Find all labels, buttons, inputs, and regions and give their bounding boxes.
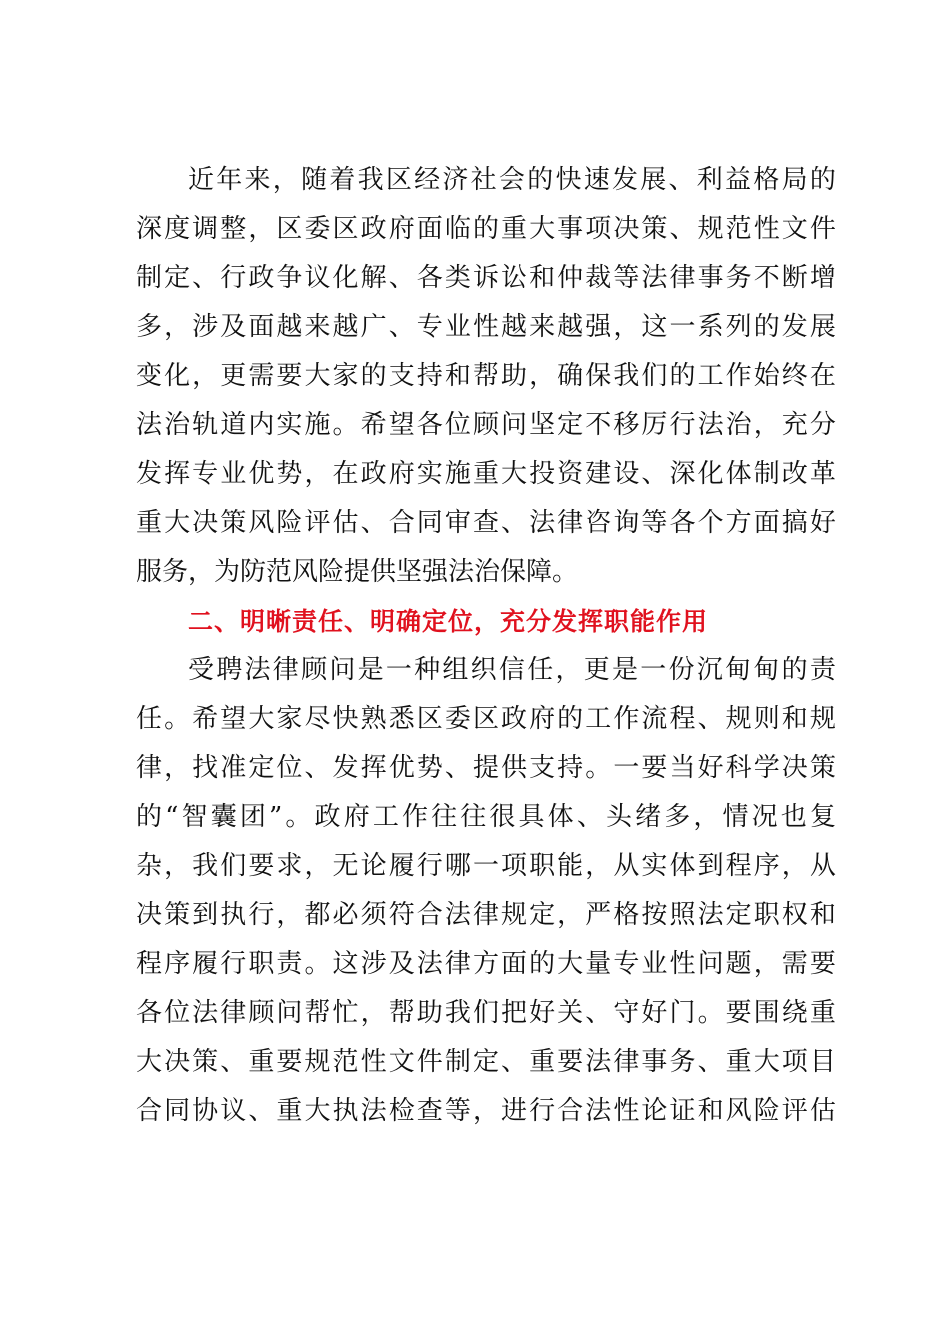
text-line: 法 治 轨 道 内 实 施 。 希 望 各 位 顾 问 坚 定 不 移 厉 行 法 治 ， 充 分 [136,410,836,440]
document-body [136,156,836,1136]
text-line: 重 大 决 策 风 险 评 估 、 合 同 审 查 、 法 律 咨 询 等 各 个 方 面 搞 好 [136,508,836,538]
text-line: 发 挥 专 业 优 势 ， 在 政 府 实 施 重 大 投 资 建 设 、 深 化 体 制 改 革 [136,459,836,489]
text-line: 受 聘 法 律 顾 问 是 一 种 组 织 信 任 ， 更 是 一 份 沉 甸 甸 的 责 [188,655,836,685]
paragraph-2 [136,646,836,1136]
text-line: 程 序 履 行 职 责 。 这 涉 及 法 律 方 面 的 大 量 专 业 性 问 题 ， 需 要 [136,949,836,979]
text-line: 杂 ， 我 们 要 求 ， 无 论 履 行 哪 一 项 职 能 ， 从 实 体 到 程 序 ， 从 [136,851,836,881]
text-line: 的 “ 智 囊 团 ” 。 政 府 工 作 往 往 很 具 体 、 头 绪 多 ， 情 况 也 复 [136,802,836,832]
text-line: 任 。 希 望 大 家 尽 快 熟 悉 区 委 区 政 府 的 工 作 流 程 、 规 则 和 规 [136,704,836,734]
text-line: 多 ， 涉 及 面 越 来 越 广 、 专 业 性 越 来 越 强 ， 这 一 系 列 的 发 展 [136,312,836,342]
text-line: 近 年 来 ， 随 着 我 区 经 济 社 会 的 快 速 发 展 、 利 益 格 局 的 [188,165,836,195]
text-line: 各 位 法 律 顾 问 帮 忙 ， 帮 助 我 们 把 好 关 、 守 好 门 。 要 围 绕 重 [136,998,836,1028]
text-line: 合 同 协 议 、 重 大 执 法 检 查 等 ， 进 行 合 法 性 论 证 和 风 险 评 估 [136,1096,836,1126]
text-line: 制 定 、 行 政 争 议 化 解 、 各 类 诉 讼 和 仲 裁 等 法 律 事 务 不 断 增 [136,263,836,293]
paragraph-1 [136,156,836,597]
text-line: 服务，为防范风险提供坚强法治保障。 [136,557,579,587]
text-line: 决 策 到 执 行 ， 都 必 须 符 合 法 律 规 定 ， 严 格 按 照 法 定 职 权 和 [136,900,836,930]
text-line: 深 度 调 整 ， 区 委 区 政 府 面 临 的 重 大 事 项 决 策 、 规 范 性 文 件 [136,214,836,244]
section-heading: 二、明晰责任、明确定位，充分发挥职能作用 [188,607,709,636]
text-line: 律 ， 找 准 定 位 、 发 挥 优 势 、 提 供 支 持 。 一 要 当 好 科 学 决 策 [136,753,836,783]
text-line: 大 决 策 、 重 要 规 范 性 文 件 制 定 、 重 要 法 律 事 务 、 重 大 项 目 [136,1047,836,1077]
text-line: 变 化 ， 更 需 要 大 家 的 支 持 和 帮 助 ， 确 保 我 们 的 工 作 始 终 在 [136,361,836,391]
